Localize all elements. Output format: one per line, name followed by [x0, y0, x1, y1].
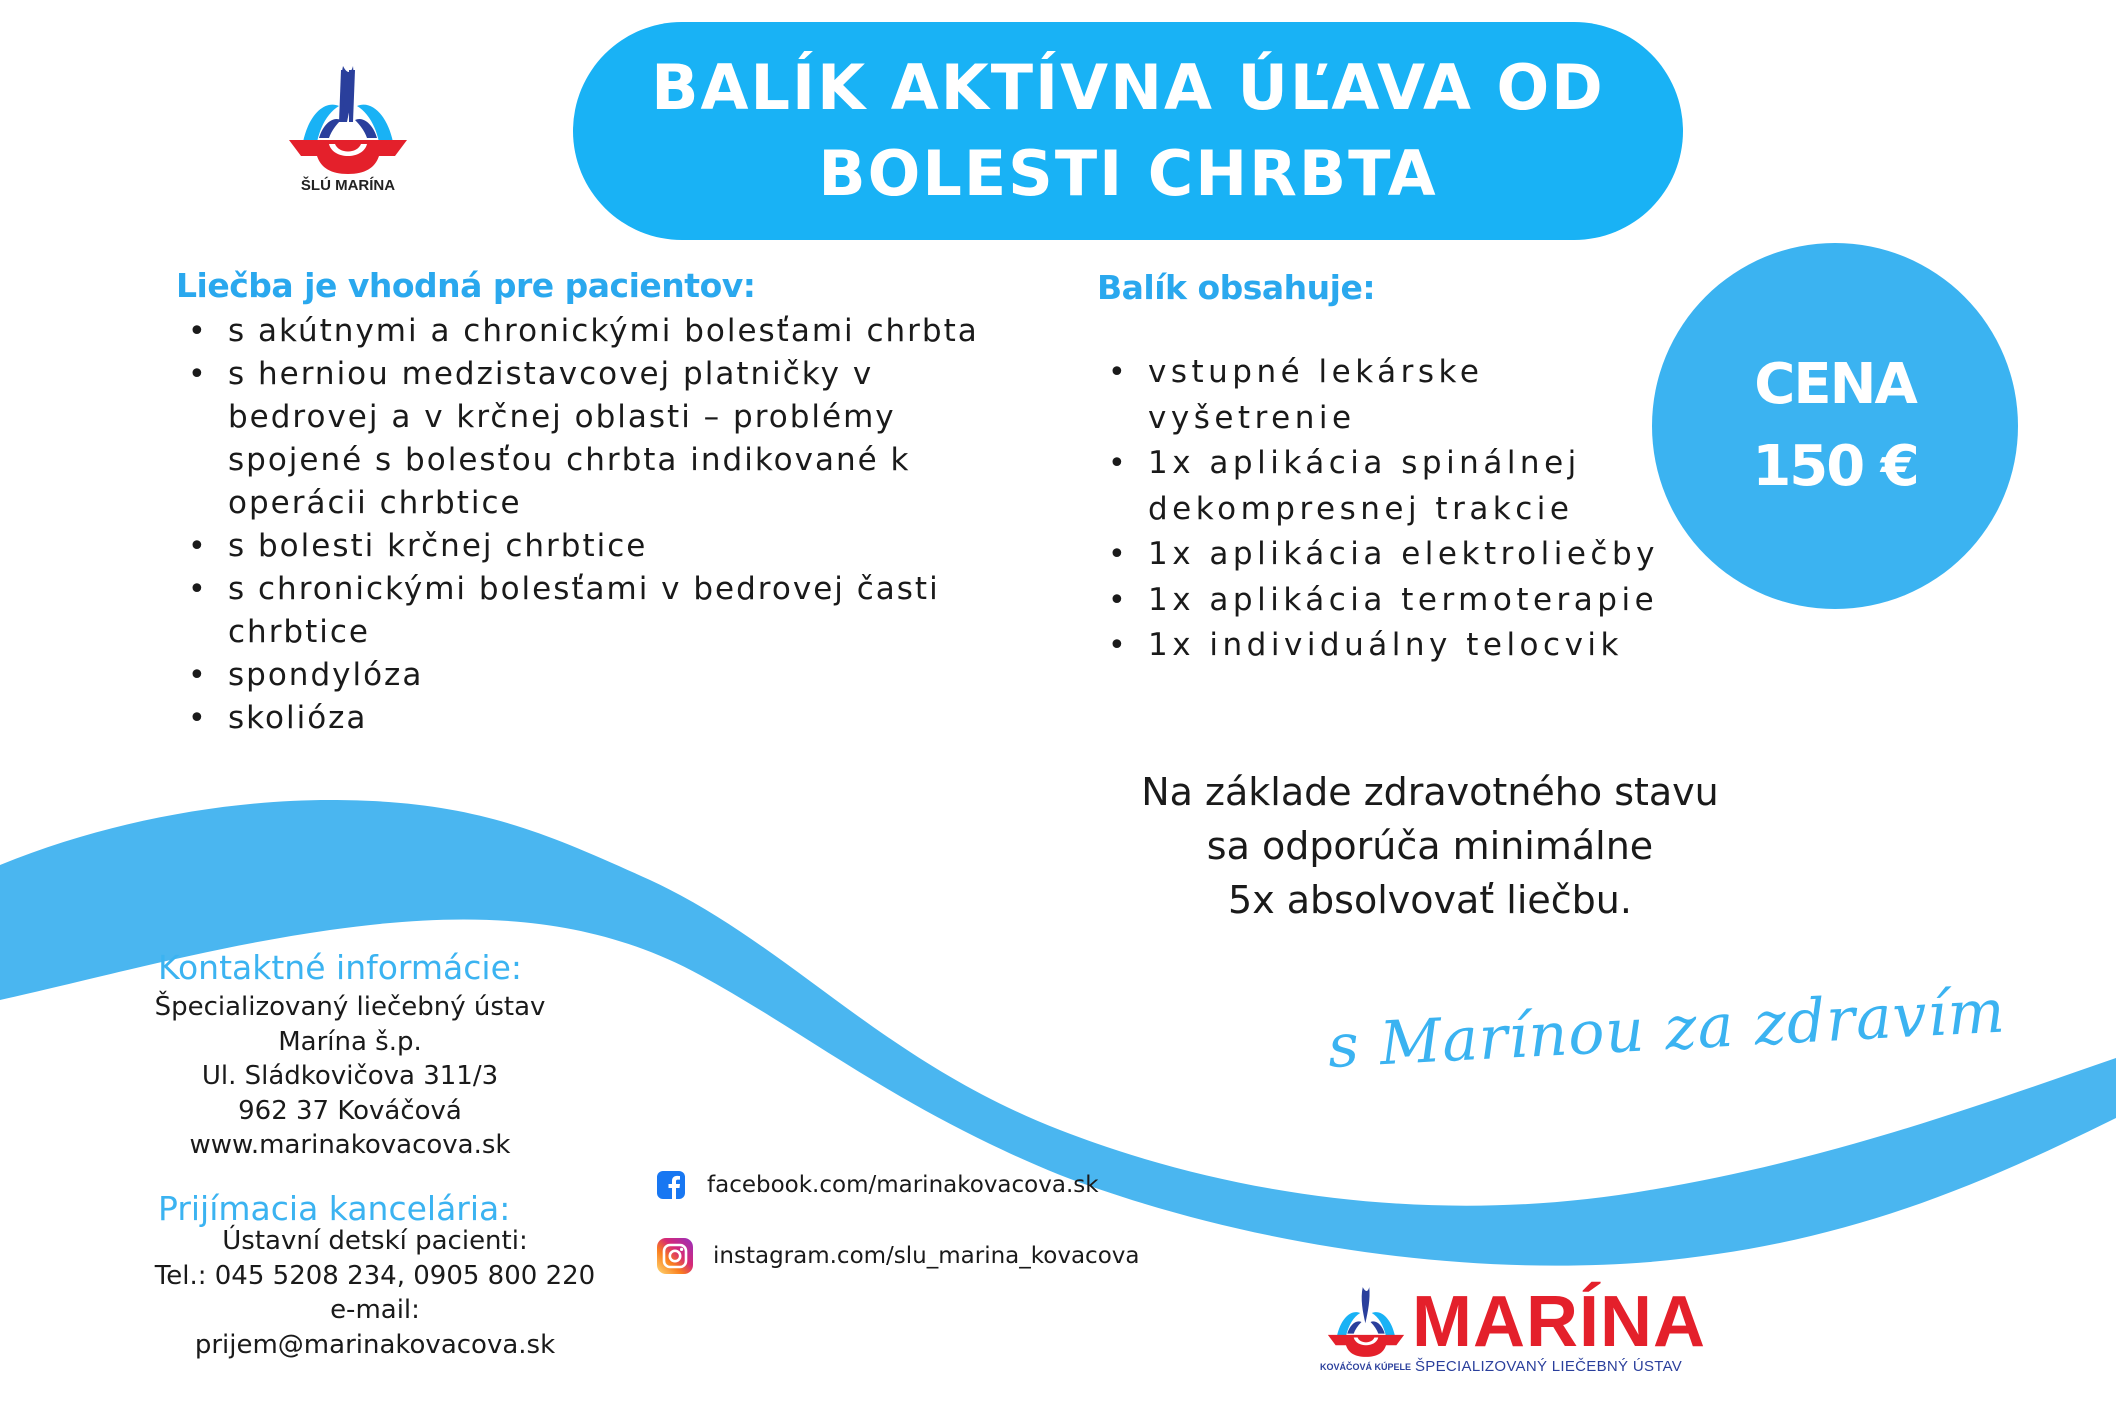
title-line-1: BALÍK AKTÍVNA ÚĽAVA OD — [651, 51, 1605, 124]
list-item: • vstupné lekárske vyšetrenie — [1108, 350, 1668, 441]
list-item: • skolióza — [188, 697, 988, 740]
recommendation-line: 5x absolvovať liečbu. — [1228, 878, 1632, 922]
title-line-2: BOLESTI CHRBTA — [818, 137, 1438, 210]
logo-top — [283, 64, 413, 204]
list-item: • 1x aplikácia termoterapie — [1108, 578, 1668, 624]
list-item: • spondylóza — [188, 654, 988, 697]
contact-line: Špecializovaný liečebný ústav — [154, 992, 546, 1022]
office-block — [150, 1224, 600, 1362]
contact-line: 962 37 Kováčová — [238, 1095, 462, 1126]
website-link[interactable]: www.marinakovacova.sk — [189, 1130, 511, 1160]
facebook-link[interactable] — [657, 1171, 1099, 1199]
logo-bottom-subtitle: ŠPECIALIZOVANÝ LIEČEBNÝ ÚSTAV — [1415, 1358, 1683, 1375]
office-line: Ústavní detskí pacienti: — [222, 1226, 528, 1256]
contact-line: Ul. Sládkovičova 311/3 — [201, 1061, 499, 1091]
contact-block — [120, 990, 580, 1163]
logo-bottom — [1320, 1282, 1706, 1380]
fountain-logo-icon — [283, 64, 413, 176]
list-item: • s chronickými bolesťami v bedrovej časti chrbtice — [188, 568, 988, 654]
suitable-heading: Liečba je vhodná pre pacientov: — [176, 266, 756, 305]
fountain-logo-icon — [1324, 1284, 1408, 1360]
phone-numbers[interactable]: Tel.: 045 5208 234, 0905 800 220 — [154, 1260, 596, 1291]
office-line: e-mail: — [330, 1295, 420, 1325]
instagram-icon — [657, 1238, 693, 1274]
list-item: • s bolesti krčnej chrbtice — [188, 525, 988, 568]
instagram-link[interactable] — [657, 1238, 1139, 1274]
list-item: • 1x aplikácia spinálnej dekompresnej trakcie — [1108, 441, 1668, 532]
list-item: • s akútnymi a chronickými bolesťami chrbta — [188, 310, 988, 353]
list-item: • s herniou medzistavcovej platničky v bedrovej a v krčnej oblasti – problémy spojené s bolesťou chrbta indikované k operácii chrbtice — [188, 353, 988, 525]
title-banner — [573, 22, 1683, 240]
logo-bottom-spa: KOVÁČOVÁ KÚPELE — [1320, 1362, 1412, 1372]
instagram-url: instagram.com/slu_marina_kovacova — [713, 1243, 1140, 1269]
suitable-list — [188, 310, 988, 740]
price-circle — [1652, 243, 2018, 609]
recommendation-line: sa odporúča minimálne — [1206, 824, 1654, 868]
facebook-url: facebook.com/marinakovacova.sk — [707, 1172, 1099, 1198]
package-heading: Balík obsahuje: — [1097, 268, 1376, 307]
recommendation-text — [1080, 765, 1780, 927]
recommendation-line: Na základe zdravotného stavu — [1141, 770, 1719, 814]
facebook-icon — [657, 1171, 685, 1199]
contact-heading: Kontaktné informácie: — [158, 948, 522, 987]
slogan: s Marínou za zdravím — [1326, 976, 2008, 1082]
list-item: • 1x individuálny telocvik — [1108, 623, 1668, 669]
list-item: • 1x aplikácia elektroliečby — [1108, 532, 1668, 578]
contact-line: Marína š.p. — [278, 1026, 422, 1057]
email-link[interactable]: prijem@marinakovacova.sk — [194, 1329, 556, 1360]
price-value: 150 € — [1752, 434, 1918, 499]
office-heading: Prijímacia kancelária: — [158, 1189, 511, 1228]
logo-top-caption: ŠLÚ MARÍNA — [300, 177, 396, 194]
logo-bottom-name: MARÍNA — [1412, 1282, 1706, 1362]
package-list — [1108, 350, 1668, 669]
price-label: CENA — [1754, 352, 1916, 417]
